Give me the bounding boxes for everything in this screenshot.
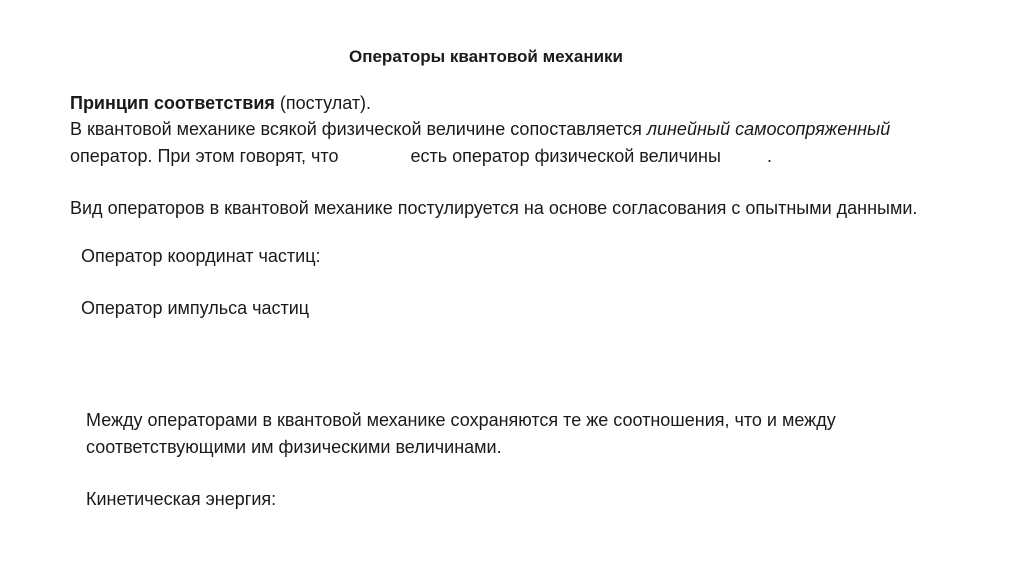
principle-line1-text: В квантовой механике всякой физической величине сопоставляется xyxy=(70,119,647,139)
relations-line-1: Между операторами в квантовой механике сохраняются те же соотношения, что и между xyxy=(86,410,836,430)
coordinate-operator-label: Оператор координат частиц: xyxy=(81,246,321,266)
principle-heading-suffix: (постулат). xyxy=(274,93,372,113)
principle-heading: Принцип соответствия xyxy=(70,93,275,113)
principle-line2-end: . xyxy=(766,146,772,166)
relations-line-2: соответствующими им физическими величинами. xyxy=(86,437,502,457)
kinetic-energy-label: Кинетическая энергия: xyxy=(86,489,277,509)
principle-line1-italic: линейный самосопряженный xyxy=(646,119,891,139)
momentum-operator-label: Оператор импульса частиц xyxy=(81,298,310,318)
page-title: Операторы квантовой механики xyxy=(348,47,624,66)
principle-line-2 xyxy=(70,143,772,169)
principle-line2-part2: есть оператор физической величины xyxy=(410,146,721,166)
postulate-note: Вид операторов в квантовой механике постулируется на основе согласования с опытными данными. xyxy=(70,198,918,218)
principle-line-1 xyxy=(70,116,890,142)
principle-line2-part1: оператор. При этом говорят, что xyxy=(70,146,339,166)
principle-heading-line xyxy=(70,90,371,116)
